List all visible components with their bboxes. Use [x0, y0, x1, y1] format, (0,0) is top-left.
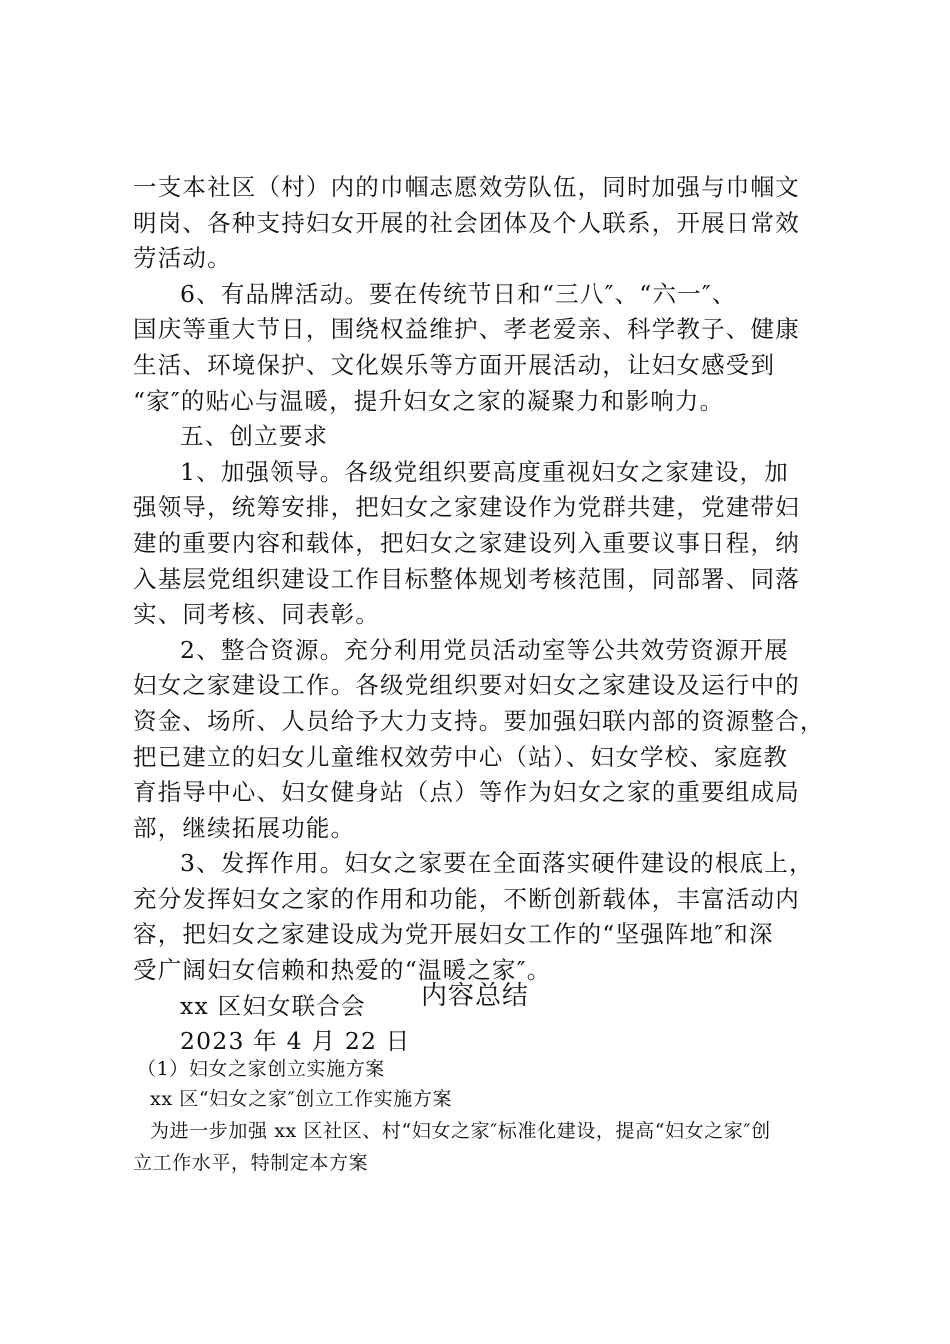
body-line: “家″的贴心与温暖，提升妇女之家的凝聚力和影响力。 [133, 386, 725, 415]
body-line: 受广阔妇女信赖和热爱的“温暖之家″。 [133, 956, 552, 985]
body-line: 劳活动。 [133, 244, 232, 273]
body-line: 妇女之家建设工作。各级党组织要对妇女之家建设及运行中的 [133, 671, 800, 700]
section-heading: 五、创立要求 [180, 422, 329, 451]
body-line: 建的重要内容和载体，把妇女之家建设列入重要议事日程，纳 [133, 528, 800, 557]
document-body [133, 170, 833, 1060]
body-line: 国庆等重大节日，围绕权益维护、孝老爱亲、科学教子、健康 [133, 315, 800, 344]
body-line: 育指导中心、妇女健身站（点）等作为妇女之家的重要组成局 [133, 778, 800, 807]
body-line: 资金、场所、人员给予大力支持。要加强妇联内部的资源整合， [133, 706, 825, 735]
body-line: 一支本社区（村）内的巾帼志愿效劳队伍，同时加强与巾帼文 [133, 173, 800, 201]
summary-line: 立工作水平，特制定本方案 [133, 1152, 369, 1174]
body-line: 容，把妇女之家建设成为党开展妇女工作的“坚强阵地″和深 [133, 920, 774, 949]
body-line: 明岗、各种支持妇女开展的社会团体及个人联系，开展日常效 [133, 208, 800, 237]
body-line: 生活、环境保护、文化娱乐等方面开展活动，让妇女感受到 [133, 350, 776, 379]
summary-line: 为进一步加强 xx 区社区、村“妇女之家″标准化建设，提高“妇女之家″创 [150, 1120, 771, 1142]
body-line: 强领导，统筹安排，把妇女之家建设作为党群共建，党建带妇 [133, 493, 800, 522]
signature-date: 2023 年 4 月 22 日 [180, 1027, 411, 1056]
summary-line: xx 区“妇女之家″创立工作实施方案 [150, 1088, 453, 1110]
body-line: 充分发挥妇女之家的作用和功能，不断创新载体，丰富活动内 [133, 884, 800, 913]
summary-heading: 内容总结 [420, 981, 529, 1011]
body-line: 部，继续拓展功能。 [133, 813, 356, 842]
body-line: 1、加强领导。各级党组织要高度重视妇女之家建设，加 [180, 457, 789, 486]
body-line: 2、整合资源。充分利用党员活动室等公共效劳资源开展 [180, 635, 789, 664]
body-line: 6、有品牌活动。要在传统节日和“三八″、“六一″、 [180, 279, 737, 308]
summary-line: （1）妇女之家创立实施方案 [137, 1058, 385, 1080]
body-line: 把已建立的妇女儿童维权效劳中心（站）、妇女学校、家庭教 [133, 742, 789, 771]
signature-organization: xx 区妇女联合会 [180, 991, 366, 1020]
body-line: 实、同考核、同表彰。 [133, 600, 380, 629]
summary-section [133, 1054, 833, 1178]
body-line: 入基层党组织建设工作目标整体规划考核范围，同部署、同落 [133, 564, 800, 593]
body-line: 3、发挥作用。妇女之家要在全面落实硬件建设的根底上， [180, 849, 814, 878]
